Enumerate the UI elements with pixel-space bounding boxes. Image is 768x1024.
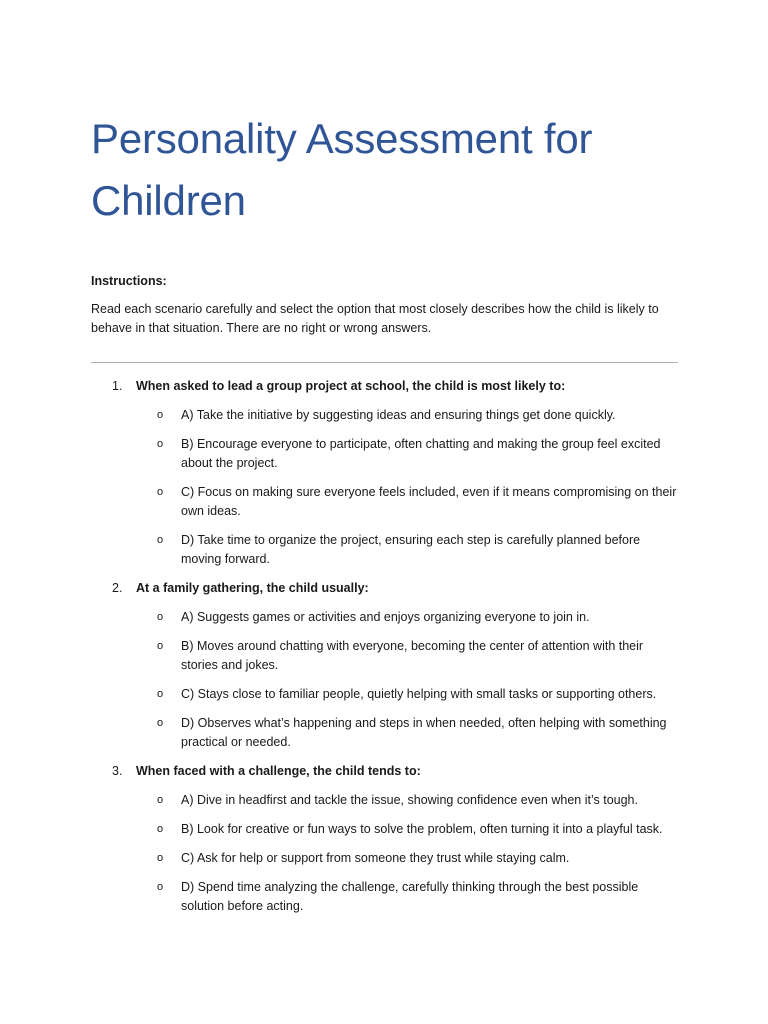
bullet-icon: o	[157, 486, 164, 498]
question-2	[91, 579, 678, 752]
option-3b	[136, 820, 678, 839]
option-2a	[136, 608, 678, 627]
bullet-icon: o	[157, 611, 164, 623]
bullet-icon: o	[157, 534, 164, 546]
option-1c	[136, 483, 678, 521]
option-list	[136, 791, 678, 916]
option-3c	[136, 849, 678, 868]
question-number: 1.	[112, 379, 123, 393]
option-text: C) Focus on making sure everyone feels included, even if it means compromising on their own ideas.	[181, 485, 677, 518]
option-2d	[136, 714, 678, 752]
bullet-icon: o	[157, 409, 164, 421]
instructions-heading: Instructions:	[91, 274, 167, 288]
option-text: D) Observes what’s happening and steps in when needed, often helping with something practical or needed.	[181, 716, 667, 749]
option-text: C) Ask for help or support from someone they trust while staying calm.	[181, 851, 570, 865]
option-list	[136, 406, 678, 569]
bullet-icon: o	[157, 717, 164, 729]
question-1	[91, 377, 678, 569]
option-list	[136, 608, 678, 752]
bullet-icon: o	[157, 852, 164, 864]
option-text: A) Take the initiative by suggesting ideas and ensuring things get done quickly.	[181, 408, 616, 422]
option-1a	[136, 406, 678, 425]
bullet-icon: o	[157, 823, 164, 835]
option-3a	[136, 791, 678, 810]
option-2c	[136, 685, 678, 704]
question-number: 3.	[112, 764, 123, 778]
question-text: When faced with a challenge, the child tends to:	[136, 764, 421, 778]
question-number: 2.	[112, 581, 123, 595]
bullet-icon: o	[157, 881, 164, 893]
option-text: A) Suggests games or activities and enjoys organizing everyone to join in.	[181, 610, 590, 624]
bullet-icon: o	[157, 438, 164, 450]
option-text: B) Encourage everyone to participate, often chatting and making the group feel excited about the project.	[181, 437, 661, 470]
option-3d	[136, 878, 678, 916]
option-2b	[136, 637, 678, 675]
question-text: At a family gathering, the child usually:	[136, 581, 369, 595]
bullet-icon: o	[157, 640, 164, 652]
option-text: A) Dive in headfirst and tackle the issue, showing confidence even when it’s tough.	[181, 793, 638, 807]
bullet-icon: o	[157, 688, 164, 700]
option-1b	[136, 435, 678, 473]
question-3	[91, 762, 678, 916]
question-list	[91, 377, 678, 916]
page-title: Personality Assessment for Children	[91, 115, 593, 224]
option-1d	[136, 531, 678, 569]
option-text: B) Moves around chatting with everyone, becoming the center of attention with their stories and jokes.	[181, 639, 644, 672]
option-text: D) Spend time analyzing the challenge, carefully thinking through the best possible solution before acting.	[181, 880, 639, 913]
option-text: D) Take time to organize the project, ensuring each step is carefully planned before moving forward.	[181, 533, 641, 566]
option-text: C) Stays close to familiar people, quietly helping with small tasks or supporting others.	[181, 687, 657, 701]
horizontal-divider	[91, 362, 678, 363]
instructions-text: Read each scenario carefully and select the option that most closely describes how the child is likely to behave in that situation. There are no right or wrong answers.	[91, 302, 659, 335]
bullet-icon: o	[157, 794, 164, 806]
option-text: B) Look for creative or fun ways to solve the problem, often turning it into a playful task.	[181, 822, 663, 836]
question-text: When asked to lead a group project at school, the child is most likely to:	[136, 379, 566, 393]
